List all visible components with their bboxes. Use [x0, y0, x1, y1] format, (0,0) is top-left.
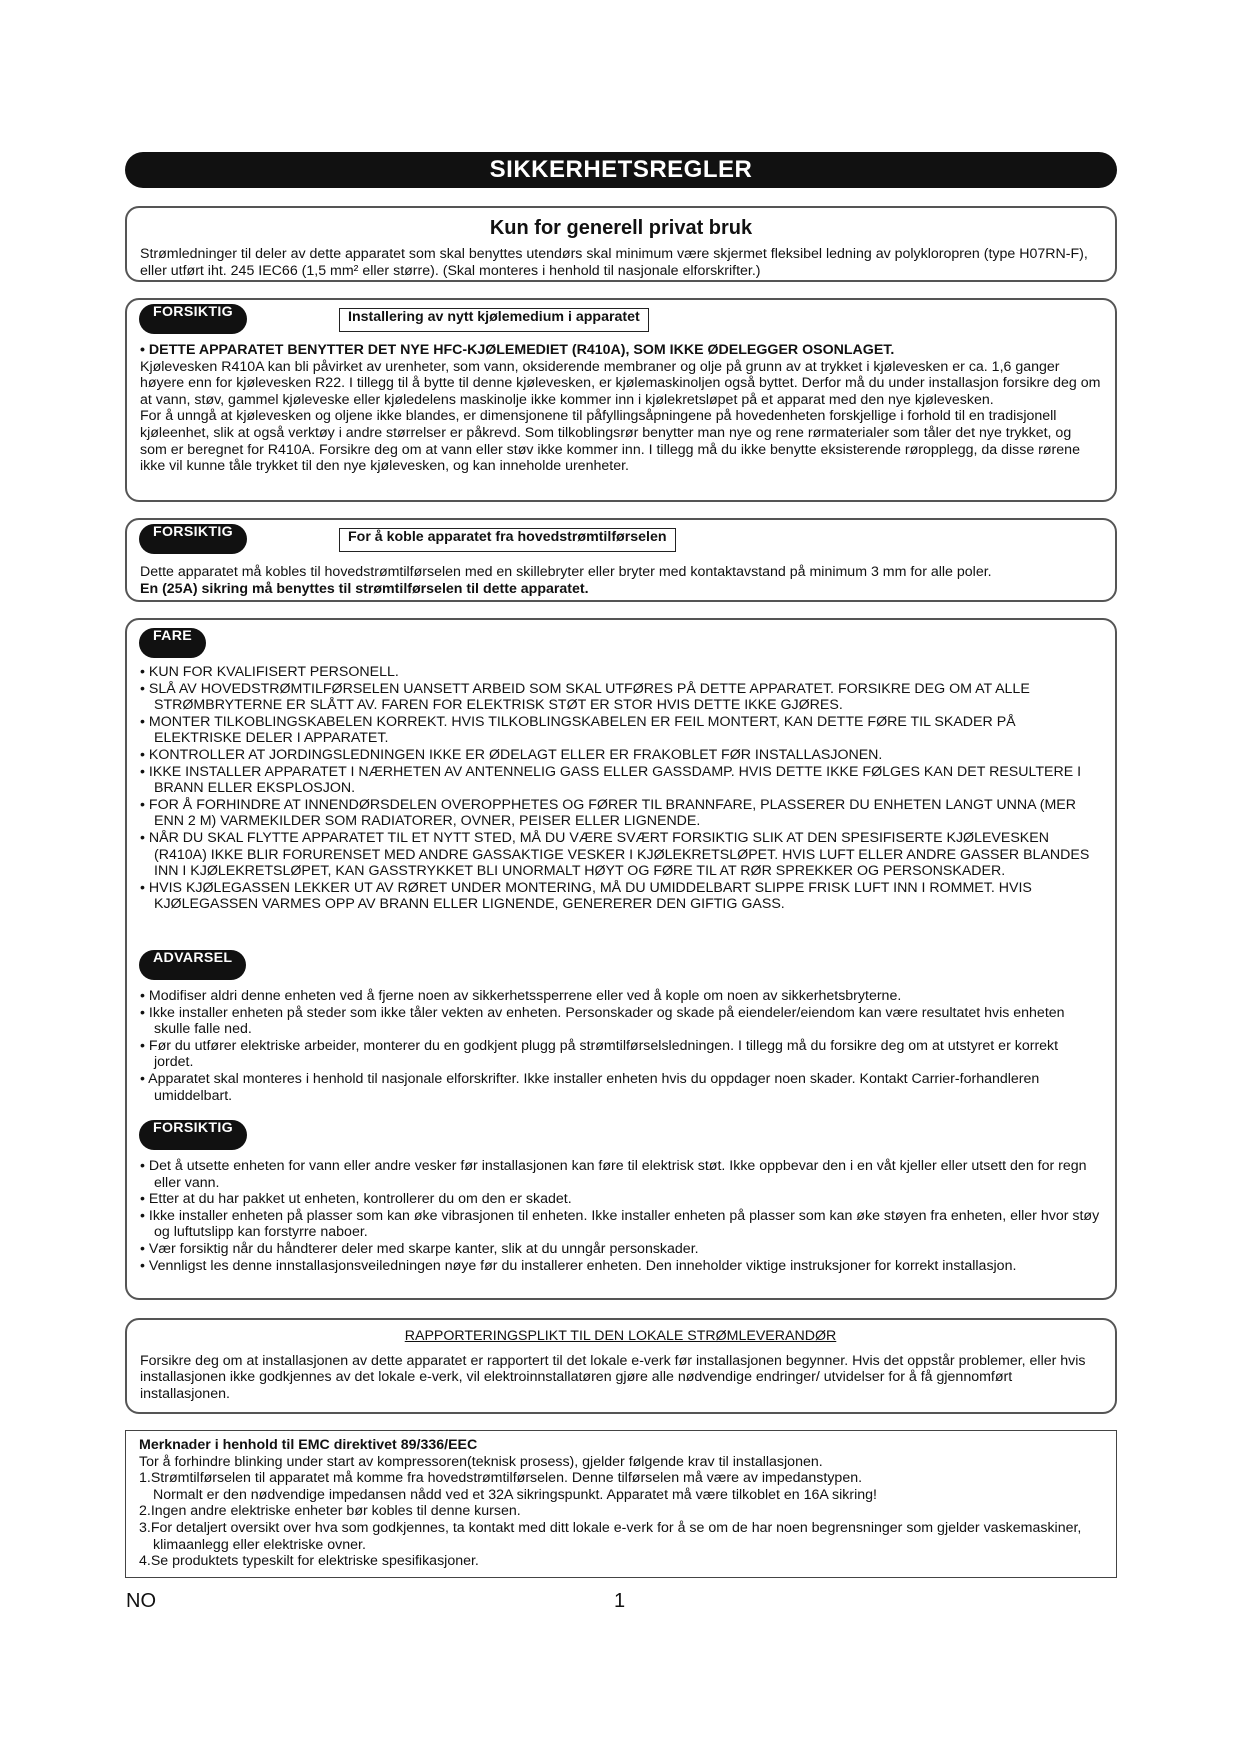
language-code: NO [126, 1590, 156, 1612]
page-title: SIKKERHETSREGLER [125, 152, 1117, 188]
list-item: • FOR Å FORHINDRE AT INNENDØRSDELEN OVEROPPHETES OG FØRER TIL BRANNFARE, PLASSERER DU ENHETEN LANGT UNNA (MER ENN 2 M) VARMEKILDER SOM RADIATORER, OVNER, PEISER ELLER LIGNENDE. [140, 796, 1076, 830]
caution-label: For å koble apparatet fra hovedstrømtilførselen [339, 528, 676, 552]
warning-badge: ADVARSEL [139, 950, 246, 980]
private-use-heading: Kun for generell privat bruk [489, 217, 753, 239]
caution-paragraph-2: For å unngå at kjølevesken og oljene ikke blandes, er dimensjonene til påfyllingsåpningene på hovedenheten forskjellige i forhold til en tradisjonell kjøleenhet, slik at også verktøy i andre størrelser er påkrevd. Som tilkoblingsrør benytter man nye og rene rørmaterialer som tåler det nye trykket, og som er beregnet for R410A. Forsikre deg om at vann eller støv ikke kommer inn. I tillegg må du ikke benytte eksisterende røropplegg, da disse rørene ikke vil kunne tåle trykket til den nye kjølevesken, og kan inneholde urenheter. [140, 408, 1080, 475]
report-title: RAPPORTERINGSPLIKT TIL DEN LOKALE STRØMLEVERANDØR [404, 1328, 837, 1344]
list-item: • Vær forsiktig når du håndterer deler med skarpe kanter, slik at du unngår personskader. [140, 1240, 699, 1257]
list-item: • Etter at du har pakket ut enheten, kontrollerer du om den er skadet. [140, 1191, 572, 1208]
caution-badge: FORSIKTIG [139, 524, 247, 554]
list-item: • KONTROLLER AT JORDINGSLEDNINGEN IKKE ER ØDELAGT ELLER ER FRAKOBLET FØR INSTALLASJONEN. [140, 746, 883, 763]
list-item: • Modifiser aldri denne enheten ved å fjerne noen av sikkerhetssperrene eller ved å kople om noen av sikkerhetsbryterne. [140, 988, 902, 1004]
danger-badge: FARE [139, 628, 206, 658]
list-item: • Ikke installer enheten på steder som ikke tåler vekten av enheten. Personskader og skade på eiendeler/eiendom kan være resultatet hvis enheten skulle falle ned. [140, 1004, 1065, 1038]
caution-fuse-text: En (25A) sikring må benyttes til strømtilførselen til dette apparatet. [140, 580, 589, 597]
page-number: 1 [614, 1590, 626, 1612]
list-item: • Ikke installer enheten på plasser som kan øke vibrasjonen til enheten. Ikke installer enheten på plasser som kan øke støyen fra enheten, eller hvor støy og luftutslipp kan forstyrre naboer. [140, 1207, 1100, 1241]
list-item: 1.Strømtilførselen til apparatet må komme fra hovedstrømtilførselen. Denne tilførselen må være av impedanstypen. [139, 1470, 863, 1487]
list-item: 2.Ingen andre elektriske enheter bør kobles til denne kursen. [139, 1503, 521, 1520]
list-item: • IKKE INSTALLER APPARATET I NÆRHETEN AV ANTENNELIG GASS ELLER GASSDAMP. HVIS DETTE IKKE FØLGES KAN DET RESULTERE I BRANN ELLER EKSPLOSJON. [140, 763, 1082, 797]
list-item: • MONTER TILKOBLINGSKABELEN KORREKT. HVIS TILKOBLINGSKABELEN ER FEIL MONTERT, KAN DETTE FØRE TIL SKADER PÅ ELEKTRISKE DELER I APPARATET. [140, 713, 1016, 747]
caution-disconnect-text: Dette apparatet må kobles til hovedstrømtilførselen med en skillebryter eller bryter med kontaktavstand på minimum 3 mm for alle poler. [140, 564, 992, 580]
caution-badge: FORSIKTIG [139, 1120, 247, 1150]
list-item: • SLÅ AV HOVEDSTRØMTILFØRSELEN UANSETT ARBEID SOM SKAL UTFØRES PÅ DETTE APPARATET. FORSIKRE DEG OM AT ALLE STRØMBRYTERNE ER SLÅTT AV. FAREN FOR ELEKTRISK STØT ER STOR HVIS DETTE IKKE GJØRES. [140, 680, 1030, 714]
emc-notes-box [125, 1430, 1117, 1578]
list-item: 3.For detaljert oversikt over hva som godkjennes, ta kontakt med ditt lokale e-verk for å se om de har noen begrensninger som gjelder vaskemaskiner, klimaanlegg eller elektriske ovner. [139, 1519, 1082, 1553]
list-item: • Vennligst les denne innstallasjonsveiledningen nøye før du installerer enheten. Den inneholder viktige instruksjoner for korrekt installasjon. [140, 1257, 1017, 1274]
emc-title: Merknader i henhold til EMC direktivet 89/336/EEC [139, 1437, 478, 1453]
list-item: • Før du utfører elektriske arbeider, monterer du en godkjent plugg på strømtilførselsledningen. I tillegg må du forsikre deg om at utstyret er korrekt jordet. [140, 1037, 1059, 1071]
caution-refrigerant-box [125, 298, 1117, 502]
emc-intro: Tor å forhindre blinking under start av kompressoren(teknisk prosess), gjelder følgende krav til installasjonen. [139, 1453, 823, 1470]
list-item: Normalt er den nødvendige impedansen nådd ved et 32A sikringspunkt. Apparatet må være tilkoblet en 16A sikring! [153, 1486, 877, 1503]
list-item: • Det å utsette enheten for vann eller andre vesker før installasjonen kan føre til elektrisk støt. Ikke oppbevar den i en våt kjeller eller utsett den for regn eller vann. [140, 1158, 1087, 1191]
caution-bold-line: • DETTE APPARATET BENYTTER DET NYE HFC-KJØLEMEDIET (R410A), SOM IKKE ØDELEGGER OSONLAGET. [140, 342, 895, 358]
caution-label: Installering av nytt kjølemedium i apparatet [339, 308, 649, 332]
list-item: • Apparatet skal monteres i henhold til nasjonale elforskrifter. Ikke installer enheten hvis du oppdager noen skader. Kontakt Carrier-forhandleren umiddelbart. [140, 1070, 1040, 1104]
caution-disconnect-box [125, 518, 1117, 602]
list-item: • NÅR DU SKAL FLYTTE APPARATET TIL ET NYTT STED, MÅ DU VÆRE SVÆRT FORSIKTIG SLIK AT DEN SPESIFISERTE KJØLEVESKEN (R410A) IKKE BLIR FORURENSET MED ANDRE GASSAKTIGE VESKER I KJØLEKRETSLØPET. HVIS LUFT ELLER ANDRE GASSER BLANDES INN I KJØLEKRETSLØPET, KAN GASSTRYKKET BLI UNORMALT HØYT OG FØRE TIL AT RØR SPREKKER OG PERSONSKADER. [140, 829, 1090, 880]
caution-paragraph-1: Kjølevesken R410A kan bli påvirket av urenheter, som vann, oksiderende membraner og olje på grunn av at trykket i kjølevesken er ca. 1,6 ganger høyere enn for kjølevesken R22. I tillegg til å bytte til denne kjølevesken, er kjølemaskinoljen også byttet. Derfor må du under installasjon forsikre deg om at vann, støv, gammel kjøleveske eller kjøledelens maskinolje ikke kommer inn i kjølekretsløpet på et apparat med den nye kjølevesken. [140, 358, 1101, 408]
danger-warning-box [125, 618, 1117, 1300]
private-use-text: Strømledninger til deler av dette apparatet som skal benyttes utendørs skal minimum være skjermet fleksibel ledning av polykloropren (type H07RN-F), eller utført iht. 245 IEC66 (1,5 mm² eller større). (Skal monteres i henhold til nasjonale elforskrifter.) [140, 246, 1088, 279]
list-item: • HVIS KJØLEGASSEN LEKKER UT AV RØRET UNDER MONTERING, MÅ DU UMIDDELBART SLIPPE FRISK LUFT INN I ROMMET. HVIS KJØLEGASSEN VARMES OPP AV BRANN ELLER LIGNENDE, GENERERER DEN GIFTIG GASS. [140, 879, 1032, 913]
danger-list [140, 664, 1101, 913]
report-text: Forsikre deg om at installasjonen av dette apparatet er rapportert til det lokale e-verk før installasjonen begynner. Hvis det oppstår problemer, eller hvis installasjonen ikke godkjennes av det lokale e-verk, vil elektroinnstallatøren gjøre alle nødvendige endringer/ utvidelser for å få gjennomført installasjonen. [140, 1352, 1086, 1402]
list-item: • KUN FOR KVALIFISERT PERSONELL. [140, 664, 399, 680]
list-item: 4.Se produktets typeskilt for elektriske spesifikasjoner. [139, 1553, 479, 1570]
warning-list [140, 988, 1101, 1104]
report-box [125, 1318, 1117, 1414]
caution-list [140, 1158, 1101, 1274]
private-use-box [125, 206, 1117, 282]
caution-badge: FORSIKTIG [139, 304, 247, 334]
